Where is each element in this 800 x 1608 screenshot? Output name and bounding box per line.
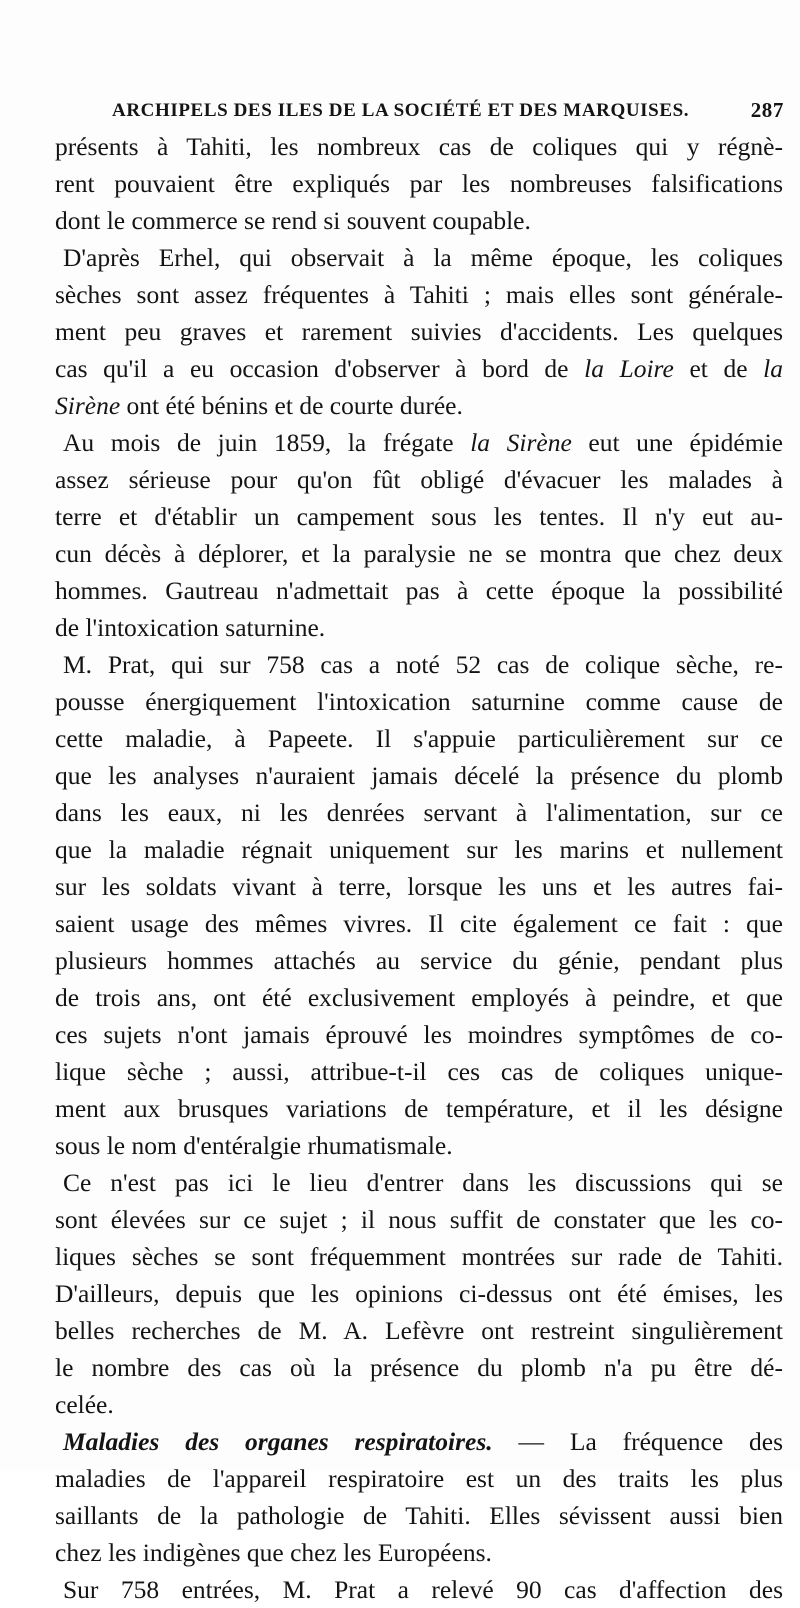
- italic-text: la Loire: [584, 354, 674, 383]
- text-span: cas qu'il a eu occasion d'observer à bord de: [55, 354, 585, 383]
- text-span: pousse énergiquement l'intoxication saturnine comme cause de: [55, 687, 783, 716]
- text-line: [55, 1386, 783, 1423]
- text-span: saillants de la pathologie de Tahiti. Elles sévissent aussi bien: [55, 1501, 783, 1530]
- text-span: le nombre des cas où la présence du plomb n'a pu être dé-: [55, 1353, 783, 1382]
- text-span: D'ailleurs, depuis que les opinions ci-dessus ont été émises, les: [55, 1279, 783, 1308]
- running-title: ARCHIPELS DES ILES DE LA SOCIÉTÉ ET DES MARQUISES.: [112, 100, 690, 121]
- text-line: [55, 646, 783, 683]
- text-span: Ce n'est pas ici le lieu d'entrer dans les discussions qui se: [63, 1168, 783, 1197]
- text-span: belles recherches de M. A. Lefèvre ont restreint singulièrement: [55, 1316, 783, 1345]
- text-line: [55, 979, 783, 1016]
- text-line: [55, 794, 783, 831]
- text-span: Au mois de juin 1859, la frégate: [63, 428, 471, 457]
- text-line: [55, 461, 783, 498]
- text-line: [55, 424, 783, 461]
- text-span: M. Prat, qui sur 758 cas a noté 52 cas de colique sèche, re-: [63, 650, 783, 679]
- text-span: cun décès à déplorer, et la paralysie ne se montra que chez deux: [55, 539, 783, 568]
- text-span: maladies de l'appareil respiratoire est un des traits les plus: [55, 1464, 783, 1493]
- text-line: [55, 313, 783, 350]
- text-line: [55, 1534, 783, 1571]
- text-line: [55, 1312, 783, 1349]
- page-number: 287: [750, 98, 784, 122]
- italic-text: Sirène: [55, 391, 121, 420]
- text-line: [55, 1349, 783, 1386]
- text-span: dans les eaux, ni les denrées servant à l'alimentation, sur ce: [55, 798, 783, 827]
- text-span: rent pouvaient être expliqués par les nombreuses falsifications: [55, 169, 783, 198]
- text-span: eut une épidémie: [571, 428, 783, 457]
- text-span: liques sèches se sont fréquemment montrées sur rade de Tahiti.: [55, 1242, 783, 1271]
- text-line: [55, 239, 783, 276]
- text-line: [55, 1460, 783, 1497]
- text-line: [55, 942, 783, 979]
- text-line: [55, 1423, 783, 1460]
- text-line: [55, 498, 783, 535]
- text-line: [55, 868, 783, 905]
- text-span: chez les indigènes que chez les Européens.: [55, 1538, 492, 1567]
- text-line: [55, 1201, 783, 1238]
- text-span: hommes. Gautreau n'admettait pas à cette époque la possibilité: [55, 576, 783, 605]
- text-line: [55, 1127, 783, 1164]
- text-line: [55, 572, 783, 609]
- text-span: celée.: [55, 1390, 114, 1419]
- text-span: — La fréquence des: [492, 1427, 783, 1456]
- text-line: [55, 683, 783, 720]
- text-line: [55, 720, 783, 757]
- italic-text: la Sirène: [470, 428, 572, 457]
- text-line: [55, 535, 783, 572]
- text-line: [55, 128, 783, 165]
- text-line: [55, 609, 783, 646]
- text-span: et de: [673, 354, 764, 383]
- text-span: terre et d'établir un campement sous les tentes. Il n'y eut au-: [55, 502, 783, 531]
- text-span: sur les soldats vivant à terre, lorsque les uns et les autres fai-: [55, 872, 783, 901]
- text-line: [55, 165, 783, 202]
- text-line: [55, 1497, 783, 1534]
- text-span: Sur 758 entrées, M. Prat a relevé 90 cas d'affection des: [63, 1575, 783, 1604]
- body-text: [55, 128, 783, 1608]
- text-line: [55, 1275, 783, 1312]
- text-line: [55, 757, 783, 794]
- text-span: sont élevées sur ce sujet ; il nous suffit de constater que les co-: [55, 1205, 783, 1234]
- text-line: [55, 1090, 783, 1127]
- text-span: que la maladie régnait uniquement sur les marins et nullement: [55, 835, 783, 864]
- italic-text: la: [763, 354, 783, 383]
- text-span: saient usage des mêmes vivres. Il cite également ce fait : que: [55, 909, 783, 938]
- text-span: sous le nom d'entéralgie rhumatismale.: [55, 1131, 453, 1160]
- text-line: [55, 387, 783, 424]
- text-span: lique sèche ; aussi, attribue-t-il ces cas de coliques unique-: [55, 1057, 783, 1086]
- text-span: ment peu graves et rarement suivies d'accidents. Les quelques: [55, 317, 783, 346]
- text-line: [55, 202, 783, 239]
- text-line: [55, 276, 783, 313]
- text-span: ment aux brusques variations de température, et il les désigne: [55, 1094, 783, 1123]
- text-line: [55, 1571, 783, 1608]
- text-line: [55, 350, 783, 387]
- text-span: assez sérieuse pour qu'on fût obligé d'évacuer les malades à: [55, 465, 783, 494]
- text-span: ces sujets n'ont jamais éprouvé les moindres symptômes de co-: [55, 1020, 783, 1049]
- text-line: [55, 905, 783, 942]
- text-span: plusieurs hommes attachés au service du génie, pendant plus: [55, 946, 783, 975]
- text-span: D'après Erhel, qui observait à la même époque, les coliques: [63, 243, 783, 272]
- text-span: sèches sont assez fréquentes à Tahiti ; mais elles sont générale-: [55, 280, 783, 309]
- text-span: que les analyses n'auraient jamais décelé la présence du plomb: [55, 761, 783, 790]
- running-header: [112, 96, 784, 126]
- text-line: [55, 1016, 783, 1053]
- text-span: de l'intoxication saturnine.: [55, 613, 326, 642]
- text-span: dont le commerce se rend si souvent coupable.: [55, 206, 531, 235]
- section-heading: Maladies des organes respiratoires.: [63, 1427, 493, 1456]
- text-span: cette maladie, à Papeete. Il s'appuie particulièrement sur ce: [55, 724, 783, 753]
- text-line: [55, 1238, 783, 1275]
- text-span: présents à Tahiti, les nombreux cas de coliques qui y régnè-: [55, 132, 783, 161]
- text-line: [55, 831, 783, 868]
- text-span: ont été bénins et de courte durée.: [120, 391, 463, 420]
- text-line: [55, 1053, 783, 1090]
- text-span: de trois ans, ont été exclusivement employés à peindre, et que: [55, 983, 783, 1012]
- text-line: [55, 1164, 783, 1201]
